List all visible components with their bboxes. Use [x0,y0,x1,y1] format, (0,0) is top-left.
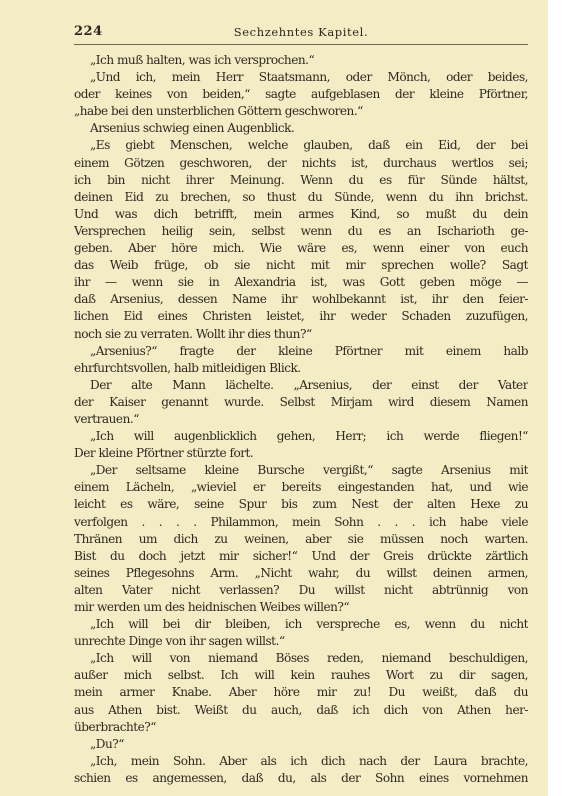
text-line: einem Götzen geschworen, der nichts ist, durchaus wertlos sei; [74,155,528,170]
text-line: einem Lächeln, „wieviel er bereits eingestanden hat, und wie [74,480,528,495]
text-line: Und was dich betrifft, mein armes Kind, so mußt du dein [74,206,528,221]
text-line: ehrfurchtsvollen, halb mitleidigen Blick. [74,360,301,375]
text-line: mir werden um des heidnischen Weibes willen?“ [74,600,350,614]
text-line: Thränen um dich zu weinen, aber sie müssen noch warten. [74,531,528,546]
right-margin-strip [548,0,569,796]
text-line: verfolgen . . . . Philammon, mein Sohn . . . ich habe viele [74,514,528,529]
text-line: ich bin nicht ihrer Meinung. Wenn du es für Sünde hältst, [74,172,528,187]
text-line: daß Arsenius, dessen Name ihr wohlbekannt ist, ihr den feier- [74,292,528,307]
text-line: Der kleine Pförtner stürzte fort. [74,446,254,461]
text-line: „Ich will augenblicklich gehen, Herr; ich werde fliegen!“ [90,429,528,444]
text-line: „Und ich, mein Herr Staatsmann, oder Mönch, oder beides, [90,70,528,85]
text-line: „Du?“ [90,736,124,751]
text-line: Der alte Mann lächelte. „Arsenius, der einst der Vater [90,377,528,392]
text-line: geben. Aber höre mich. Wie wäre es, wenn einer von euch [74,241,528,256]
text-line: Versprechen heilig sein, selbst wenn du es an Ischarioth ge- [74,223,528,238]
text-line: „Ich will bei dir bleiben, ich verspreche es, wenn du nicht [90,617,528,632]
text-line: außer mich selbst. Ich will kein rauhes Wort zu dir sagen, [74,668,528,683]
text-line: mein armer Knabe. Aber höre mir zu! Du weißt, daß du [74,685,528,700]
text-line: „Es giebt Menschen, welche glauben, daß ein Eid, der bei [90,138,528,153]
text-line: alten Vater nicht verlassen? Du willst nicht abtrünnig von [74,582,528,597]
text-line: das Weib frügе, ob sie nicht mit mir sprechen wolle? Sagt [74,258,528,273]
text-line: noch sie zu verraten. Wollt ihr dies thun?“ [74,326,312,341]
running-head: Sechzehntes Kapitel. [233,25,369,39]
text-line: deinen Eid zu brechen, so thust du Sünde, wenn du ihn brichst. [74,189,528,204]
text-line: unrechte Dinge von ihr sagen willst.“ [74,634,285,649]
text-line: leicht es wäre, seine Spur bis zum Nest der alten Hexe zu [74,497,528,512]
text-line: Arsenius schwieg einen Augenblick. [90,121,295,136]
text-line: der Kaiser genannt wurde. Selbst Mirjam wird diesem Namen [74,394,528,409]
text-line: „Ich, mein Sohn. Aber als ich dich nach der Laura brachte, [90,753,528,768]
page-number: 224 [74,24,103,39]
page-body [74,52,528,787]
text-line: oder keines von beiden,“ sagte aufgeblasen der kleine Pförtner, [74,87,528,102]
header-rule [74,44,528,45]
text-line: „Ich will von niemand Böses reden, niemand beschuldigen, [90,651,528,666]
text-line: „Arsenius?“ fragte der kleine Pförtner mit einem halb [90,343,528,358]
text-line: „Der seltsame kleine Bursche vergißt,“ sagte Arsenius mit [90,463,528,478]
text-line: vertrauen.“ [74,411,139,426]
text-line: aus Athen bist. Weißt du auch, daß ich dich von Athen her- [74,702,528,717]
text-line: ihr — wenn sie in Alexandria ist, was Gott geben möge — [74,275,528,290]
text-line: überbrachte?“ [74,719,156,734]
text-line: seines Pflegesohns Arm. „Nicht wahr, du willst deinen armen, [74,565,528,580]
text-line: Bist du doch jetzt mir sicher!“ Und der Greis drückte zärtlich [74,548,528,563]
text-line: „habe bei den unsterblichen Göttern geschworen.“ [74,104,363,119]
text-line: „Ich muß halten, was ich versprochen.“ [90,53,315,67]
text-line: schien es angemessen, daß du, als der Sohn eines vornehmen [74,770,528,785]
text-line: lichen Eid eines Christen leistet, ihr weder Schaden zuzufügen, [74,309,528,324]
page-header [74,24,528,40]
